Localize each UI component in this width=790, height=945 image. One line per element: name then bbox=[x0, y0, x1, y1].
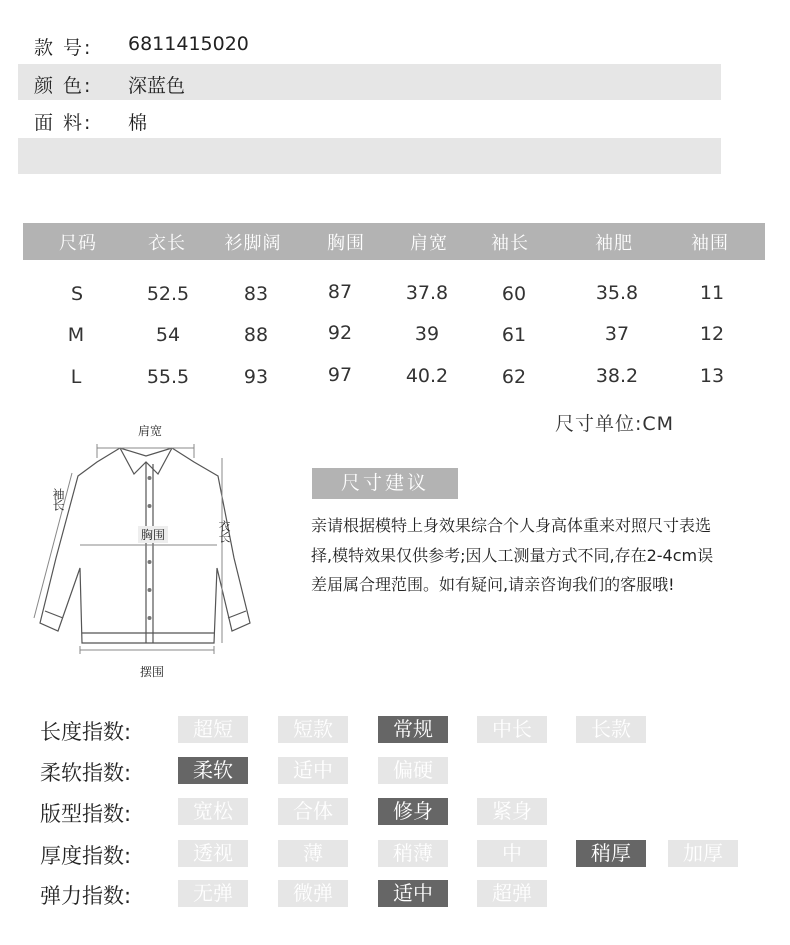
table-cell: 38.2 bbox=[595, 365, 639, 387]
chip-mid-long: 中长 bbox=[477, 716, 547, 743]
table-cell: 92 bbox=[327, 322, 353, 344]
chip-sheer: 透视 bbox=[178, 840, 248, 867]
index-label-length: 长度指数: bbox=[40, 720, 132, 744]
label-hem: 摆围 bbox=[140, 665, 165, 679]
table-cell: 37.8 bbox=[405, 282, 449, 304]
chip-slightly-thick: 稍厚 bbox=[576, 840, 646, 867]
label-sleeve: 袖长 bbox=[51, 488, 65, 510]
info-label: 颜 色: bbox=[34, 75, 93, 97]
table-cell: 11 bbox=[699, 282, 725, 304]
table-cell: 52.5 bbox=[146, 283, 190, 305]
chip-long: 长款 bbox=[576, 716, 646, 743]
table-cell: 40.2 bbox=[405, 365, 449, 387]
header-sleeve-length: 袖长 bbox=[491, 233, 529, 254]
table-cell: 87 bbox=[327, 281, 353, 303]
label-length: 衣长 bbox=[217, 520, 231, 542]
chip-short: 短款 bbox=[278, 716, 348, 743]
chip-medium-soft: 适中 bbox=[278, 757, 348, 784]
size-unit: 尺寸单位:CM bbox=[555, 413, 675, 435]
header-sleeve-width: 袖肥 bbox=[595, 233, 633, 254]
chip-fitted: 合体 bbox=[278, 798, 348, 825]
info-row-color bbox=[18, 64, 721, 100]
label-chest: 胸围 bbox=[138, 526, 168, 543]
table-cell: 55.5 bbox=[146, 366, 190, 388]
chip-ultra-short: 超短 bbox=[178, 716, 248, 743]
index-label-fit: 版型指数: bbox=[40, 802, 132, 826]
chip-thin: 薄 bbox=[278, 840, 348, 867]
chip-slim: 修身 bbox=[378, 798, 448, 825]
header-cuff: 袖围 bbox=[691, 233, 729, 254]
info-value: 6811415020 bbox=[128, 33, 249, 55]
table-cell: 62 bbox=[501, 366, 527, 388]
chip-slight-stretch: 微弹 bbox=[278, 880, 348, 907]
chip-thick: 加厚 bbox=[668, 840, 738, 867]
table-cell: 93 bbox=[243, 366, 269, 388]
table-cell: 35.8 bbox=[595, 282, 639, 304]
info-label: 款 号: bbox=[34, 37, 93, 59]
header-length: 衣长 bbox=[148, 233, 186, 254]
table-cell: 54 bbox=[155, 324, 181, 346]
chip-no-stretch: 无弹 bbox=[178, 880, 248, 907]
table-cell: 97 bbox=[327, 364, 353, 386]
table-cell: 12 bbox=[699, 323, 725, 345]
info-value: 深蓝色 bbox=[128, 75, 186, 97]
header-shoulder: 肩宽 bbox=[410, 233, 448, 254]
table-cell: 60 bbox=[501, 283, 527, 305]
chip-regular: 常规 bbox=[378, 716, 448, 743]
info-row-style-number bbox=[18, 26, 721, 62]
header-size: 尺码 bbox=[59, 233, 97, 254]
chip-medium: 中 bbox=[477, 840, 547, 867]
table-cell: 88 bbox=[243, 324, 269, 346]
header-chest: 胸围 bbox=[327, 233, 365, 254]
info-row-fabric bbox=[18, 101, 721, 137]
table-cell: 61 bbox=[501, 324, 527, 346]
table-cell: 13 bbox=[699, 365, 725, 387]
table-cell: S bbox=[70, 283, 84, 305]
index-label-softness: 柔软指数: bbox=[40, 761, 132, 785]
chip-loose: 宽松 bbox=[178, 798, 248, 825]
chip-moderate-stretch: 适中 bbox=[378, 880, 448, 907]
table-cell: 83 bbox=[243, 283, 269, 305]
table-cell: 37 bbox=[604, 323, 630, 345]
advice-text: 亲请根据模特上身效果综合个人身高体重来对照尺寸表选择,模特效果仅供参考;因人工测量方式不同,存在2-4cm误差届属合理范围。如有疑问,请亲咨询我们的客服哦! bbox=[311, 516, 714, 594]
index-label-elasticity: 弹力指数: bbox=[40, 884, 132, 908]
label-shoulder: 肩宽 bbox=[138, 424, 163, 438]
info-label: 面 料: bbox=[34, 112, 93, 134]
info-row-empty bbox=[18, 138, 721, 174]
chip-tight: 紧身 bbox=[477, 798, 547, 825]
chip-soft: 柔软 bbox=[178, 757, 248, 784]
table-cell: M bbox=[67, 324, 85, 346]
advice-title: 尺寸建议 bbox=[312, 468, 458, 499]
shirt-illustration bbox=[22, 418, 262, 683]
chip-slightly-thin: 稍薄 bbox=[378, 840, 448, 867]
header-hem: 衫脚阔 bbox=[224, 233, 282, 254]
info-value: 棉 bbox=[128, 112, 148, 134]
shirt-diagram bbox=[22, 418, 262, 683]
chip-super-stretch: 超弹 bbox=[477, 880, 547, 907]
chip-stiff: 偏硬 bbox=[378, 757, 448, 784]
table-cell: L bbox=[70, 366, 82, 388]
index-label-thickness: 厚度指数: bbox=[40, 844, 132, 868]
table-cell: 39 bbox=[414, 323, 440, 345]
size-table-header bbox=[23, 223, 765, 260]
